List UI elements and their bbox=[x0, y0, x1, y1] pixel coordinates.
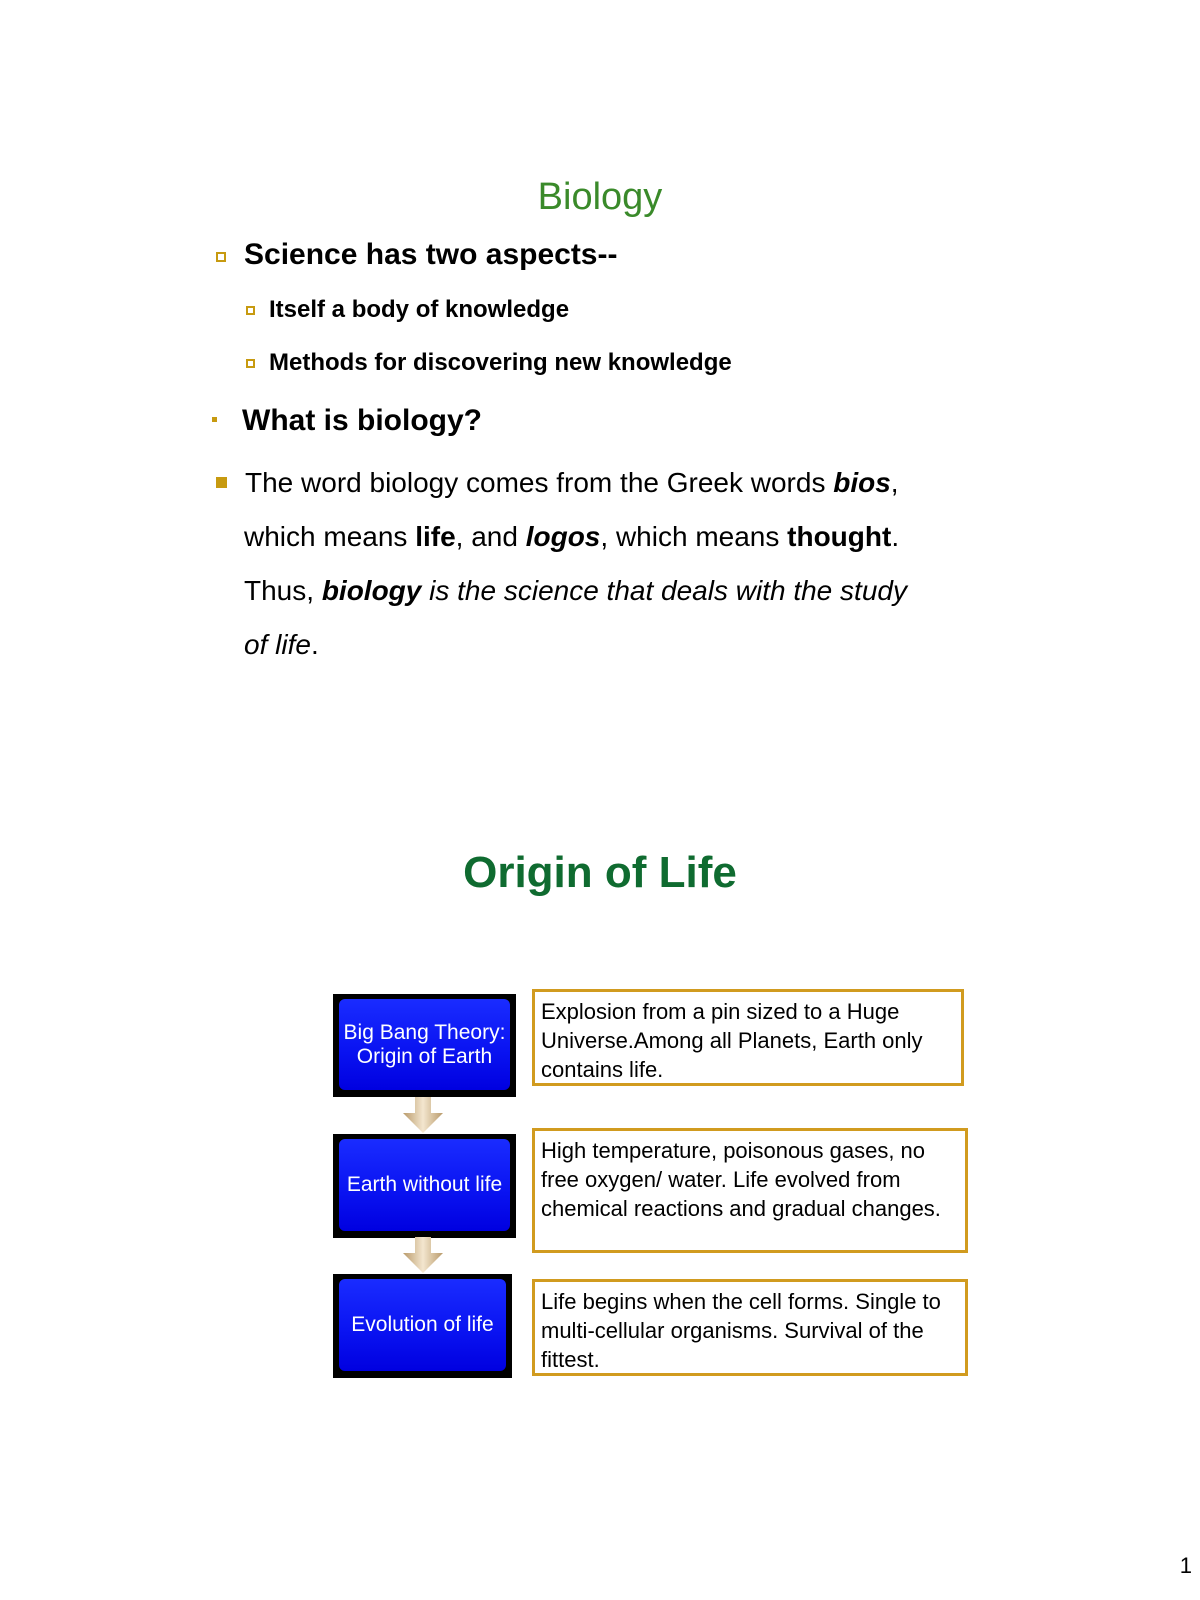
down-arrow-icon bbox=[403, 1237, 443, 1273]
stage-label: Evolution of life bbox=[339, 1279, 506, 1371]
para-line-2: which means life, and logos, which means thought. bbox=[244, 521, 900, 552]
stage-box-big-bang bbox=[333, 994, 516, 1097]
filled-square-bullet-icon bbox=[216, 477, 227, 488]
sub-bullet-body-of-knowledge bbox=[246, 296, 569, 324]
stage-label: Earth without life bbox=[339, 1139, 510, 1231]
sub-bullet-text: Methods for discovering new knowledge bbox=[269, 349, 732, 376]
bullet-science-aspects bbox=[216, 238, 617, 272]
para-line-1: The word biology comes from the Greek words bios, bbox=[245, 467, 899, 498]
stage-box-earth-without-life bbox=[333, 1134, 516, 1238]
stage-box-evolution-of-life bbox=[333, 1274, 512, 1378]
slide-title-biology: Biology bbox=[537, 176, 663, 218]
hollow-square-bullet-icon bbox=[216, 252, 226, 262]
slide-title-origin-of-life: Origin of Life bbox=[463, 848, 737, 897]
biology-definition-paragraph bbox=[216, 456, 956, 672]
down-arrow-icon bbox=[403, 1097, 443, 1133]
para-line-3: Thus, biology is the science that deals with the study bbox=[244, 575, 907, 606]
bullet-text: What is biology? bbox=[242, 404, 482, 437]
hollow-square-bullet-icon bbox=[246, 359, 255, 368]
sub-bullet-text: Itself a body of knowledge bbox=[269, 296, 570, 323]
stage-description-earth-without-life: High temperature, poisonous gases, no free oxygen/ water. Life evolved from chemical reactions and gradual changes. bbox=[532, 1128, 968, 1253]
bullet-text: Science has two aspects-- bbox=[244, 238, 618, 271]
small-square-bullet-icon bbox=[212, 417, 217, 422]
stage-description-evolution: Life begins when the cell forms. Single to multi-cellular organisms. Survival of the fittest. bbox=[532, 1279, 968, 1376]
para-line-4: of life. bbox=[244, 629, 319, 660]
stage-label: Big Bang Theory: Origin of Earth bbox=[339, 999, 510, 1090]
bullet-what-is-biology bbox=[212, 404, 482, 438]
hollow-square-bullet-icon bbox=[246, 306, 255, 315]
sub-bullet-methods bbox=[246, 349, 732, 377]
stage-description-big-bang: Explosion from a pin sized to a Huge Universe.Among all Planets, Earth only contains life. bbox=[532, 989, 964, 1086]
page-number: 1 bbox=[1179, 1553, 1192, 1578]
